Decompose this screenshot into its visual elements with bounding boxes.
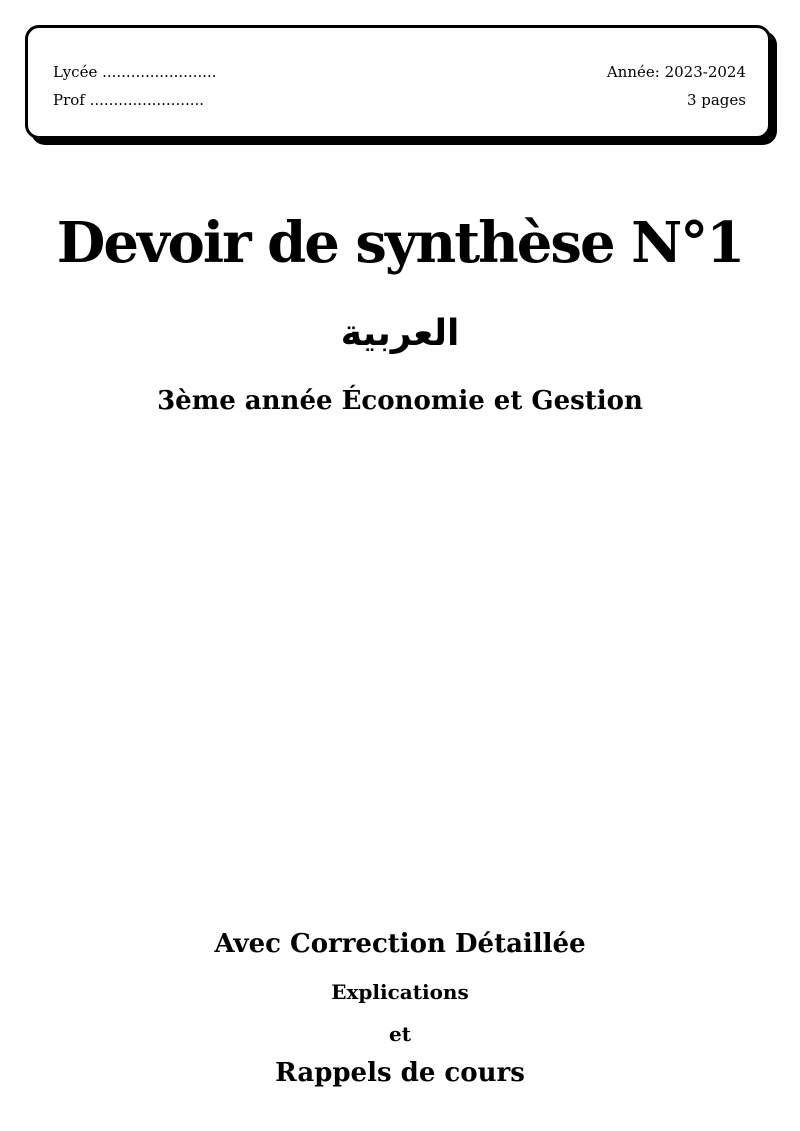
correction-note: Avec Correction Détaillée — [214, 929, 586, 959]
course-reminders-note: Rappels de cours — [275, 1058, 525, 1088]
class-level: 3ème année Économie et Gestion — [157, 386, 643, 416]
conjunction-et: et — [389, 1022, 411, 1046]
teacher-field: Prof ........................ — [53, 91, 205, 109]
subject-title: العربية — [340, 313, 460, 354]
document-title: Devoir de synthèse N°1 — [56, 210, 744, 276]
explications-note: Explications — [331, 980, 469, 1004]
page-count: 3 pages — [686, 91, 746, 109]
school-year: Année: 2023-2024 — [606, 63, 746, 81]
header-box — [25, 25, 771, 139]
school-field: Lycée ........................ — [53, 63, 217, 81]
